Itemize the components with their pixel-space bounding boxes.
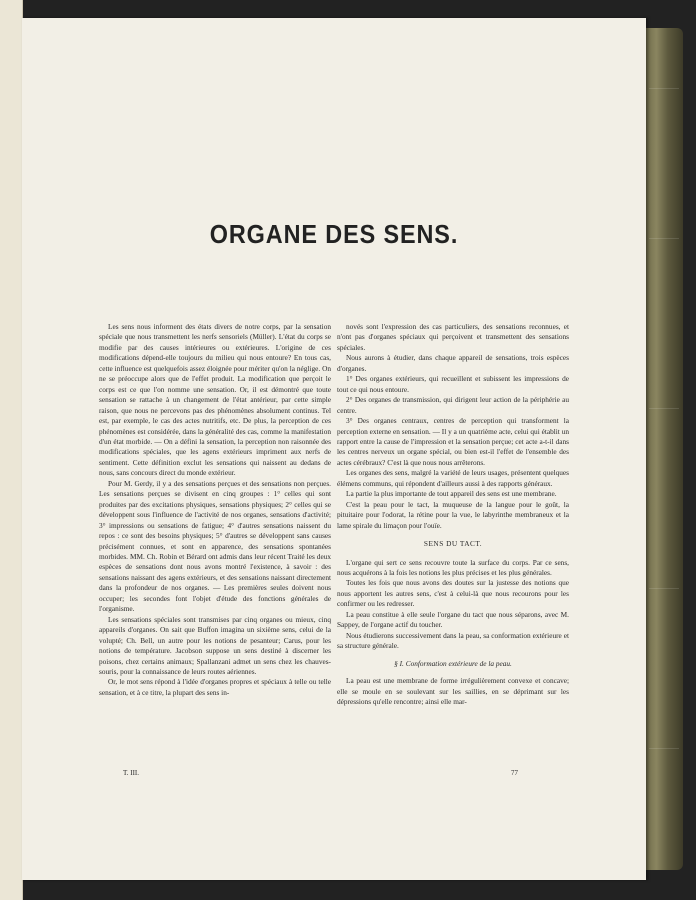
page-title: ORGANE DES SENS.	[209, 219, 459, 249]
paragraph: Les organes des sens, malgré la variété de leurs usages, présentent quelques élémens communs, qui répondent d'ailleurs aussi à des rapports généraux.	[337, 468, 569, 488]
paragraph: Pour M. Gerdy, il y a des sensations perçues et des sensations non perçues. Les sensations perçues se divisent en cinq groupes : 1° celles qui sont produites par des excitations physiques, sensations physiques; 2° celles qui se développent sous l'influence de l'activité de nos organes, sensations d'activité; 3° impressions ou sensations de fatigue; 4° d'autres sensations naissent du repos : ce sont des besoins physiques; 5° d'autres se développent sans causes précisément connues, et sont en apparence, des sensations spontanées morbides. MM. Ch. Robin et Bérard ont admis dans leur récent Traité les deux espèces de sensations dont nous avons montré l'existence, à savoir : des sensations naissant des agens extérieurs, et des sensations naissant directement dans la profondeur de nos organes. — Les premières seules doivent nous occuper; les secondes font l'objet d'étude des fonctions générales de l'organisme.	[99, 478, 331, 614]
paragraph: Les sens nous informent des états divers de notre corps, par la sensation spéciale que nous transmettent les nerfs sensoriels (Müller). L'état du corps se modifie par des causes intérieures ou extérieures. L'origine de ces modifications dépend-elle toujours du milieu qui nous entoure? En tous cas, cette influence est quelquefois assez éloignée pour mériter qu'on la néglige. On ne se préoccupe alors que de l'effet produit. La modification que perçoit le corps est ce que l'on nomme une sensation. Or, il est démontré que toute sensation se rattache à un changement de l'état antérieur, par cette simple raison, que nous ne percevons pas des phénomènes absolument continus. Tel est, par exemple, le cas des actes nutritifs, etc. De plus, la perception de ces phénomènes est considérée, dans la généralité des cas, comme la manifestation d'un état morbide. — On a défini la sensation, la perception non raisonnée des modifications spéciales, que les agens extérieurs impriment aux nerfs de sentiment. Cette définition exclut les sensations qui naissent au dedans de nous, sans concours direct du monde extérieur.	[99, 322, 331, 478]
page-number: 77	[511, 769, 518, 777]
page	[22, 18, 646, 880]
right-column	[337, 322, 569, 707]
volume-label: T. III.	[123, 769, 139, 777]
paragraph: La partie la plus importante de tout appareil des sens est une membrane.	[346, 489, 557, 499]
paragraph: La peau est une membrane de forme irrégulièrement convexe et concave; elle se moule en se soulevant sur les saillies, en se déprimant sur les dépressions qu'elle rencontre; ainsi elle mar-	[337, 676, 569, 706]
left-column	[99, 322, 331, 698]
paragraph: Or, le mot sens répond à l'idée d'organes propres et spéciaux à telle ou telle sensation, et à ce titre, la plupart des sens in-	[99, 677, 331, 697]
paragraph: novés sont l'expression des cas particuliers, des sensations reconnues, et n'ont pas d'organes spéciaux qui perçoivent et transmettent des sensations spéciales.	[337, 322, 569, 352]
paragraph: 1° Des organes extérieurs, qui recueillent et subissent les impressions de tout ce qui nous entoure.	[337, 374, 569, 394]
book-fore-edge	[645, 28, 683, 870]
paragraph: La peau constitue à elle seule l'organe du tact que nous séparons, avec M. Sappey, de l'organe actif du toucher.	[337, 609, 569, 630]
paragraph: Les sensations spéciales sont transmises par cinq organes ou mieux, cinq appareils d'organes. On sait que Buffon imagina un sixième sens, celui de la volupté; Ch. Bell, un autre pour les notions de pesanteur; Carus, pour les notions de température. Jacobson suppose un sens destiné à discerner les poisons, chez certains animaux; Spallanzani admet un sens chez les chauves-souris, pour la connaissance de leurs routes aériennes.	[99, 614, 331, 676]
subsection-heading: § I. Conformation extérieure de la peau.	[394, 658, 512, 668]
previous-page-edge	[0, 0, 23, 900]
paragraph: Nous aurons à étudier, dans chaque appareil de sensations, trois espèces d'organes.	[337, 353, 569, 373]
paragraph: Toutes les fois que nous avons des doutes sur la justesse des notions que nous apportent les autres sens, c'est à celui-là que nous recourons pour les confirmer ou les redresser.	[337, 578, 569, 609]
paragraph: C'est la peau pour le tact, la muqueuse de la langue pour le goût, la pituitaire pour l'odorat, la rétine pour la vue, le labyrinthe membraneux et la lame spirale du limaçon pour l'ouïe.	[337, 499, 569, 530]
paragraph: Nous étudierons successivement dans la peau, sa conformation extérieure et sa structure générale.	[337, 630, 569, 651]
paragraph: 3° Des organes centraux, centres de perception qui transforment la perception externe en sensation. — Il y a un quatrième acte, celui qui établit un rapport entre la cause de l'impression et la sensation perçue; cet acte a-t-il dans les centres nerveux un organe spécial, ou bien est-il l'effet de l'ensemble des actes cérébraux? C'est là que nous nous arrêterons.	[337, 416, 569, 467]
paragraph: L'organe qui sert ce sens recouvre toute la surface du corps. Par ce sens, nous acquérons à la fois les notions les plus précises et les plus générales.	[337, 557, 569, 577]
section-heading: SENS DU TACT.	[423, 539, 483, 549]
paragraph: 2° Des organes de transmission, qui dirigent leur action de la périphérie au centre.	[337, 395, 569, 415]
